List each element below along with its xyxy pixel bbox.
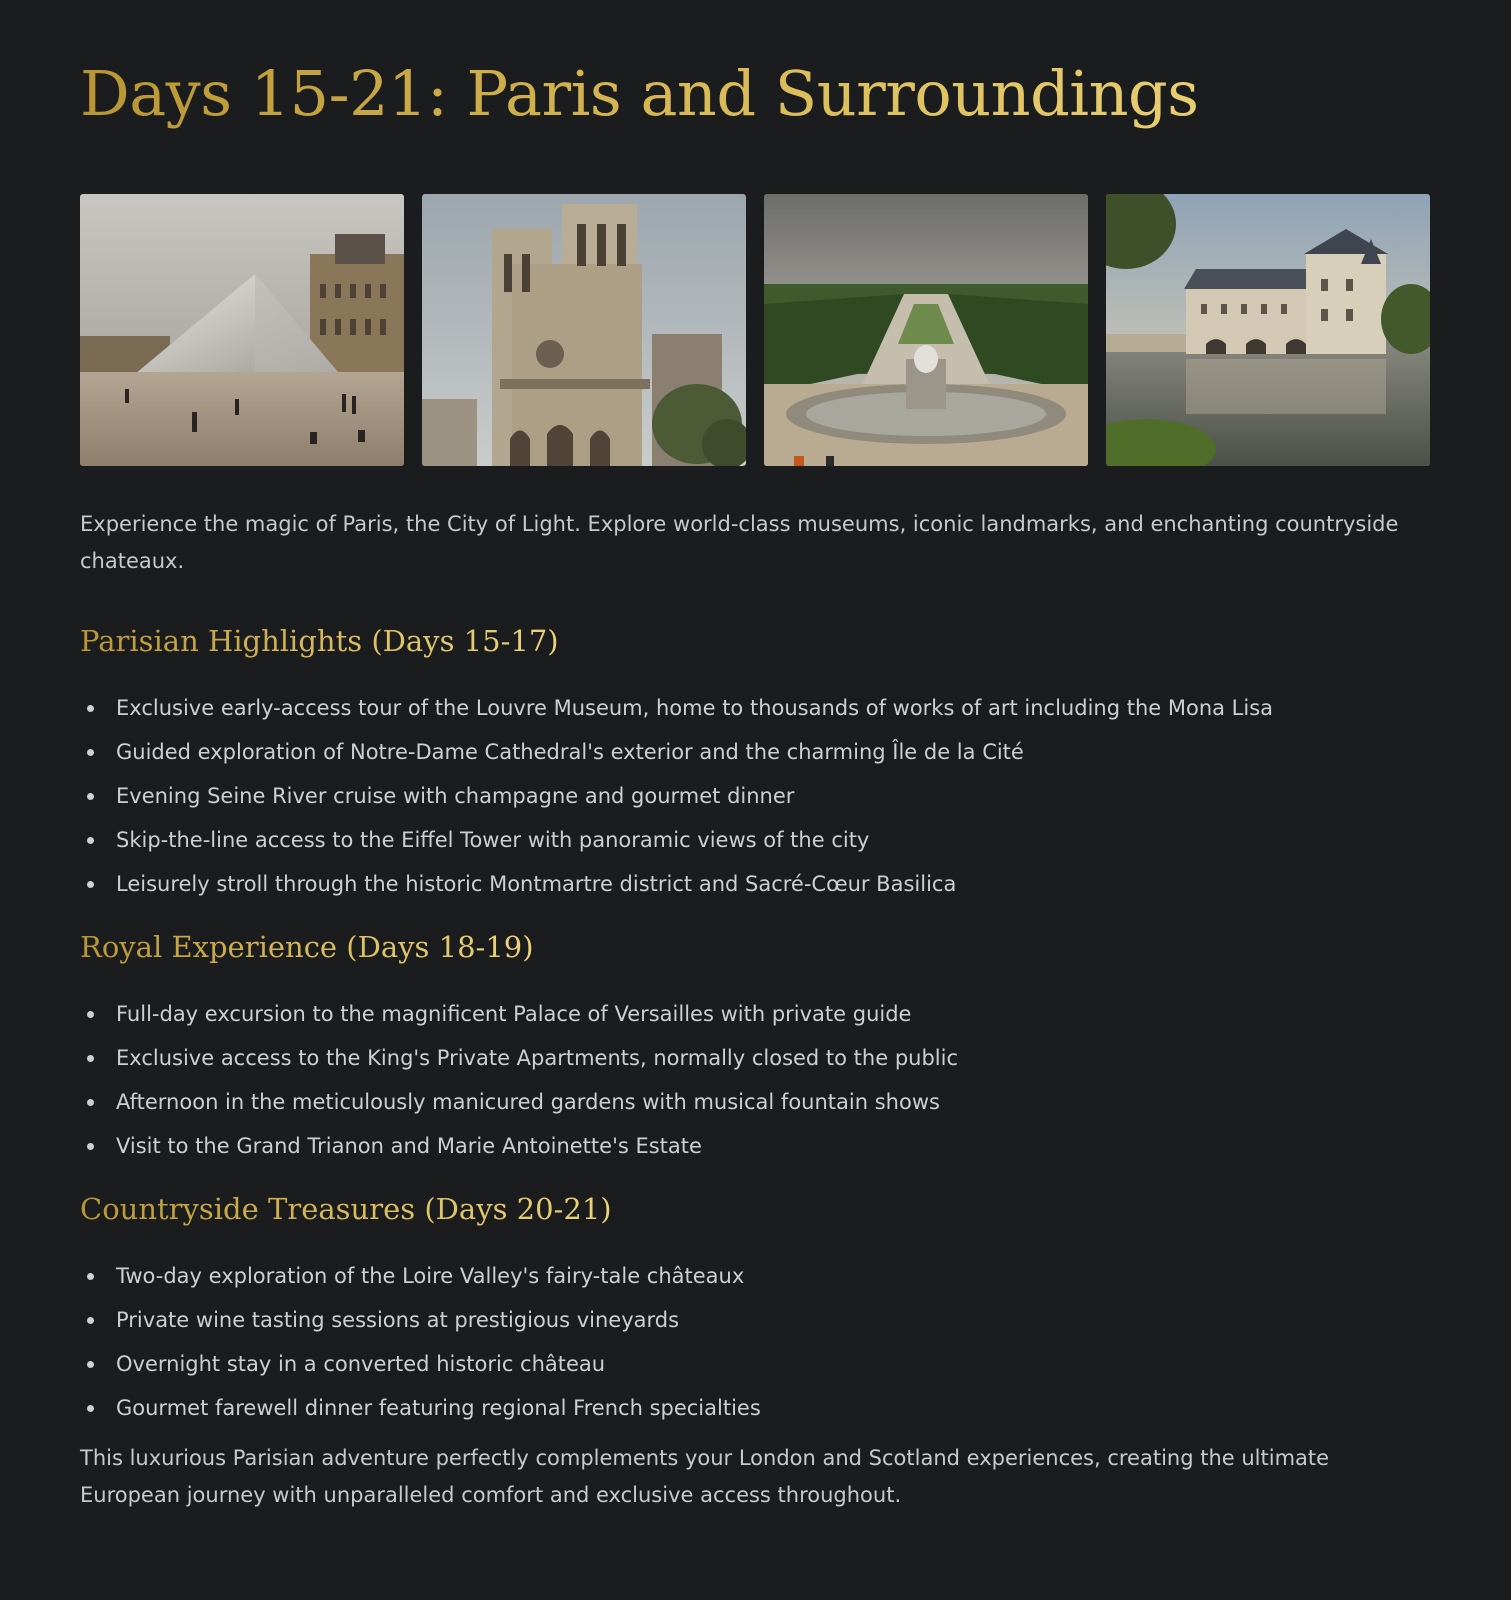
list-item: Evening Seine River cruise with champagne and gourmet dinner [80,782,1431,810]
list-item: Gourmet farewell dinner featuring regional French specialties [80,1394,1431,1422]
list-item: Visit to the Grand Trianon and Marie Antoinette's Estate [80,1132,1431,1160]
list-item: Exclusive access to the King's Private Apartments, normally closed to the public [80,1044,1431,1072]
list-item: Overnight stay in a converted historic château [80,1350,1431,1378]
section-royal-experience [80,928,1431,1160]
royal-list [80,1000,1431,1160]
page-title: Days 15-21: Paris and Surroundings [80,56,1431,132]
photo-gallery [80,194,1431,466]
section-heading: Royal Experience (Days 18-19) [80,930,534,964]
louvre-pyramid-photo [80,194,404,466]
list-item: Leisurely stroll through the historic Montmartre district and Sacré-Cœur Basilica [80,870,1431,898]
highlights-list [80,694,1431,898]
list-item: Exclusive early-access tour of the Louvre Museum, home to thousands of works of art including the Mona Lisa [80,694,1431,722]
list-item: Private wine tasting sessions at prestigious vineyards [80,1306,1431,1334]
versailles-gardens-photo [764,194,1088,466]
section-heading: Countryside Treasures (Days 20-21) [80,1192,612,1226]
section-countryside-treasures [80,1190,1431,1422]
intro-paragraph: Experience the magic of Paris, the City of Light. Explore world-class museums, iconic landmarks, and enchanting countryside chateaux. [80,512,1399,573]
section-parisian-highlights [80,622,1431,898]
countryside-list [80,1262,1431,1422]
list-item: Two-day exploration of the Loire Valley's fairy-tale châteaux [80,1262,1431,1290]
outro-paragraph: This luxurious Parisian adventure perfectly complements your London and Scotland experiences, creating the ultimate European journey with unparalleled comfort and exclusive access throughout. [80,1446,1330,1507]
list-item: Afternoon in the meticulously manicured gardens with musical fountain shows [80,1088,1431,1116]
loire-chateau-photo [1106,194,1430,466]
notre-dame-photo [422,194,746,466]
section-heading: Parisian Highlights (Days 15-17) [80,624,559,658]
list-item: Skip-the-line access to the Eiffel Tower with panoramic views of the city [80,826,1431,854]
list-item: Full-day excursion to the magnificent Palace of Versailles with private guide [80,1000,1431,1028]
list-item: Guided exploration of Notre-Dame Cathedral's exterior and the charming Île de la Cité [80,738,1431,766]
